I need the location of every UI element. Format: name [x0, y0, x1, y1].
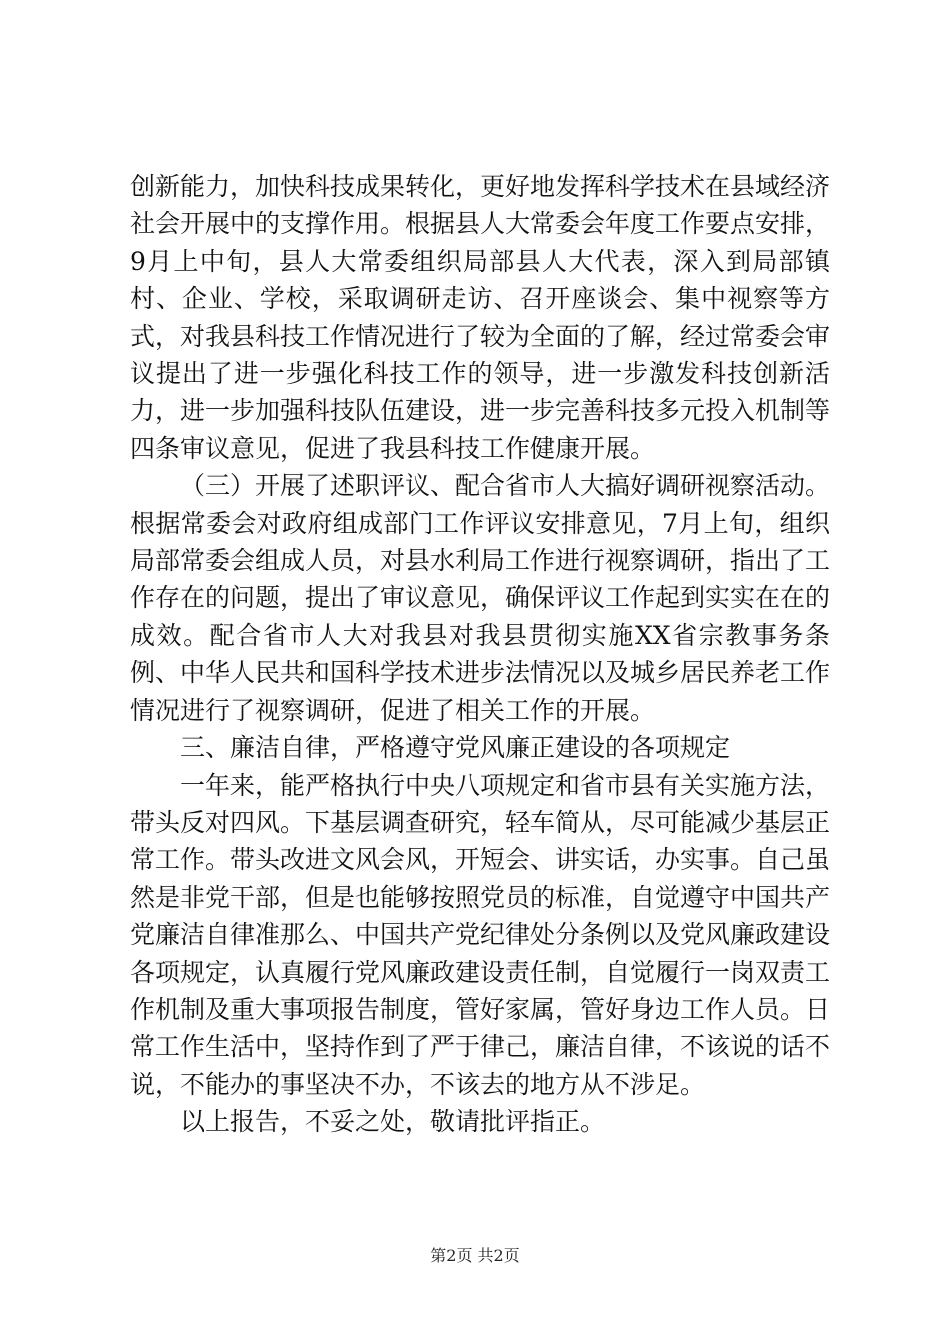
paragraph-closing: 以上报告，不妥之处，敬请批评指正。 [180, 1107, 606, 1137]
page-footer [0, 1246, 950, 1266]
paragraph-section-3-activities: （三）开展了述职评议、配合省市人大搞好调研视察活动。根据常委会对政府组成部门工作评议安排意见，7月上旬，组织局部常委会组成人员，对县水利局工作进行视察调研，指出了工作存在的问题，提出了审议意见，确保评议工作起到实实在在的成效。配合省市人大对我县对我县贯彻实施XX省宗教事务条例、中华人民共和国科学技术进步法情况以及城乡居民养老工作情况进行了视察调研，促进了相关工作的开展。 [130, 471, 831, 725]
document-body [130, 168, 830, 1141]
page-number-label: 第2页 共2页 [430, 1246, 520, 1265]
paragraph-continuation: 创新能力，加快科技成果转化，更好地发挥科学技术在县域经济社会开展中的支撑作用。根据县人大常委会年度工作要点安排，9月上中旬，县人大常委组织局部县人大代表，深入到局部镇村、企业、学校，采取调研走访、召开座谈会、集中视察等方式，对我县科技工作情况进行了较为全面的了解，经过常委会审议提出了进一步强化科技工作的领导，进一步激发科技创新活力，进一步加强科技队伍建设，进一步完善科技多元投入机制等四条审议意见，促进了我县科技工作健康开展。 [130, 172, 831, 463]
section-heading-integrity: 三、廉洁自律，严格遵守党风廉正建设的各项规定 [180, 733, 731, 763]
paragraph-integrity-details: 一年来，能严格执行中央八项规定和省市县有关实施方法，带头反对四风。下基层调查研究，轻车简从，尽可能减少基层正常工作。带头改进文风会风，开短会、讲实话，办实事。自己虽然是非党干部，但是也能够按照党员的标准，自觉遵守中国共产党廉洁自律准那么、中国共产党纪律处分条例以及党风廉政建设各项规定，认真履行党风廉政建设责任制，自觉履行一岗双责工作机制及重大事项报告制度，管好家属，管好身边工作人员。日常工作生活中，坚持作到了严于律己，廉洁自律，不该说的话不说，不能办的事坚决不办，不该去的地方从不涉足。 [130, 770, 831, 1099]
